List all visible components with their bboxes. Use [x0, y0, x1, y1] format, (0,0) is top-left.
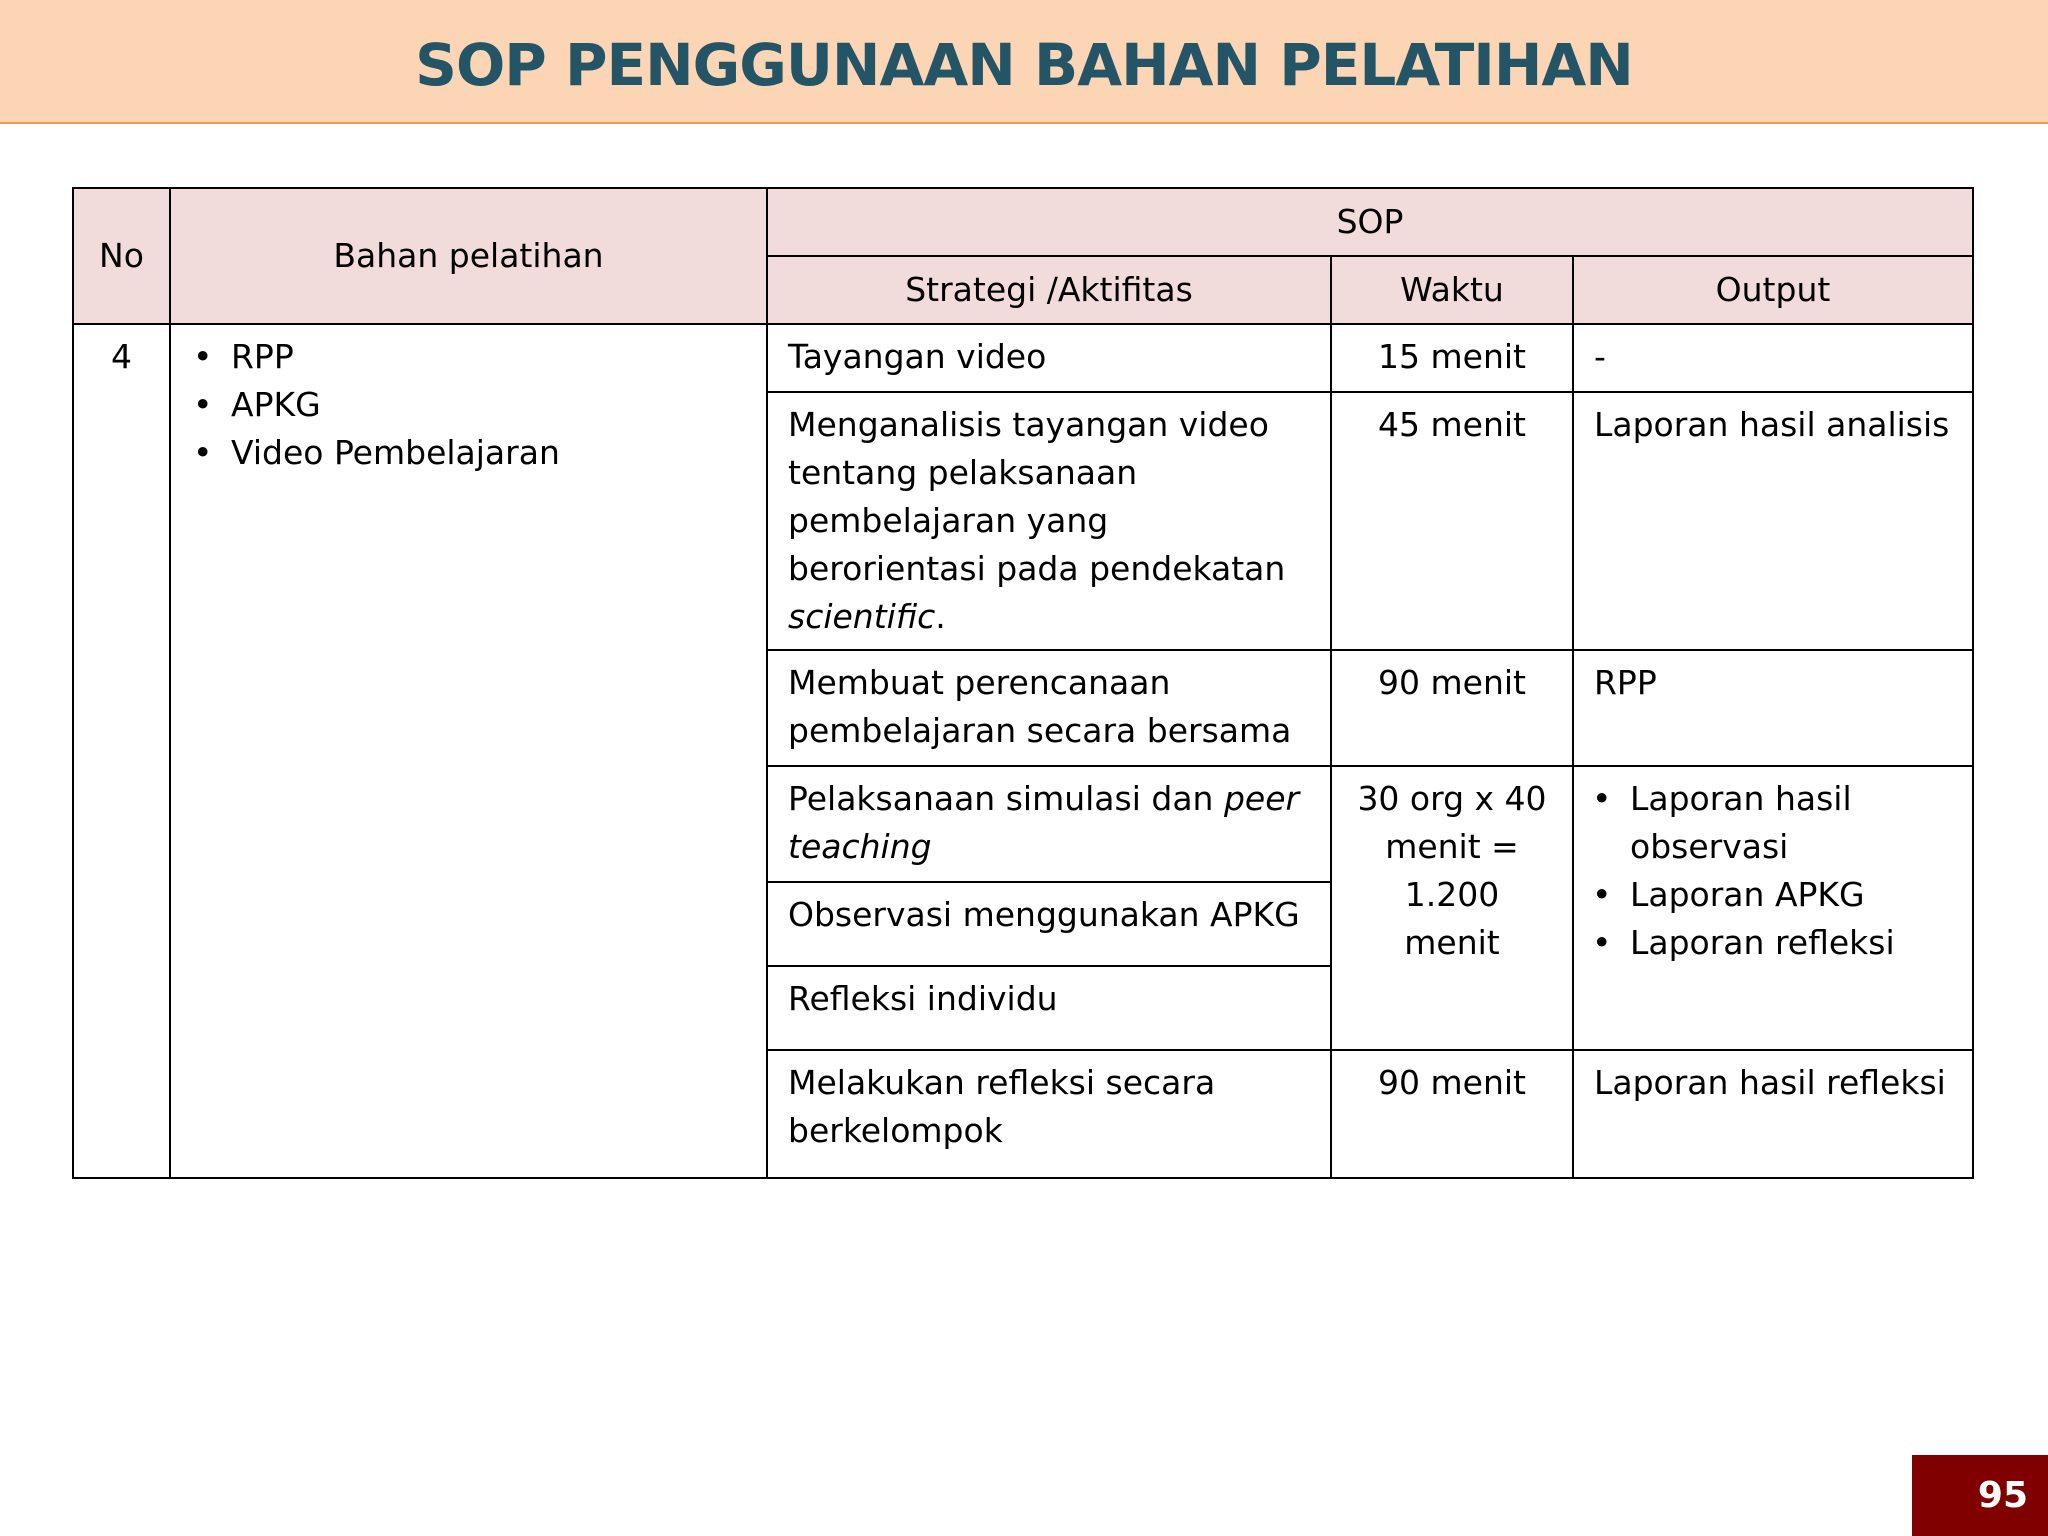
strategi-text: Menganalisis tayangan video tentang pelaksanaan pembelajaran yang berorientasi pada pendekatan [788, 405, 1286, 588]
header-strategi: Strategi /Aktifitas [767, 256, 1331, 324]
cell-output: Laporan hasil refleksi [1573, 1050, 1973, 1178]
cell-strategi [767, 392, 1331, 650]
table-row [73, 324, 1973, 392]
cell-output: RPP [1573, 650, 1973, 766]
header-no: No [73, 188, 170, 324]
cell-strategi [767, 766, 1331, 882]
strategi-italic: scientific [788, 597, 936, 636]
cell-bahan [170, 324, 767, 1178]
bahan-item: • RPP [191, 333, 746, 381]
cell-output: Laporan hasil analisis [1573, 392, 1973, 650]
header-waktu: Waktu [1331, 256, 1573, 324]
cell-waktu: 30 org x 40 menit = 1.200 menit [1331, 766, 1573, 1050]
bahan-item: • Video Pembelajaran [191, 429, 746, 477]
cell-strategi: Tayangan video [767, 324, 1331, 392]
cell-waktu: 15 menit [1331, 324, 1573, 392]
cell-waktu: 90 menit [1331, 650, 1573, 766]
header-row [73, 188, 1973, 256]
cell-output [1573, 766, 1973, 1050]
output-item: • Laporan refleksi [1590, 919, 1952, 967]
bahan-list [191, 333, 746, 477]
output-item: • Laporan APKG [1590, 871, 1952, 919]
cell-waktu: 90 menit [1331, 1050, 1573, 1178]
cell-strategi: Melakukan refleksi secara berkelompok [767, 1050, 1331, 1178]
header-sop: SOP [767, 188, 1973, 256]
header-bahan: Bahan pelatihan [170, 188, 767, 324]
strategi-italic: peer teaching [788, 779, 1300, 866]
cell-strategi: Observasi menggunakan APKG [767, 882, 1331, 966]
sop-table [72, 187, 1974, 1179]
page-number: 95 [1912, 1455, 2048, 1536]
bahan-item: • APKG [191, 381, 746, 429]
strategi-text-end: . [935, 597, 946, 636]
cell-no: 4 [73, 324, 170, 1178]
output-item: • Laporan hasil observasi [1590, 775, 1952, 871]
cell-strategi: Refleksi individu [767, 966, 1331, 1050]
output-list [1590, 775, 1952, 967]
cell-output: - [1573, 324, 1973, 392]
cell-waktu: 45 menit [1331, 392, 1573, 650]
cell-strategi: Membuat perencanaan pembelajaran secara bersama [767, 650, 1331, 766]
header-output: Output [1573, 256, 1973, 324]
strategi-text: Pelaksanaan simulasi dan [788, 779, 1224, 818]
page-title: SOP PENGGUNAAN BAHAN PELATIHAN [415, 31, 1633, 99]
title-bar [0, 0, 2048, 124]
